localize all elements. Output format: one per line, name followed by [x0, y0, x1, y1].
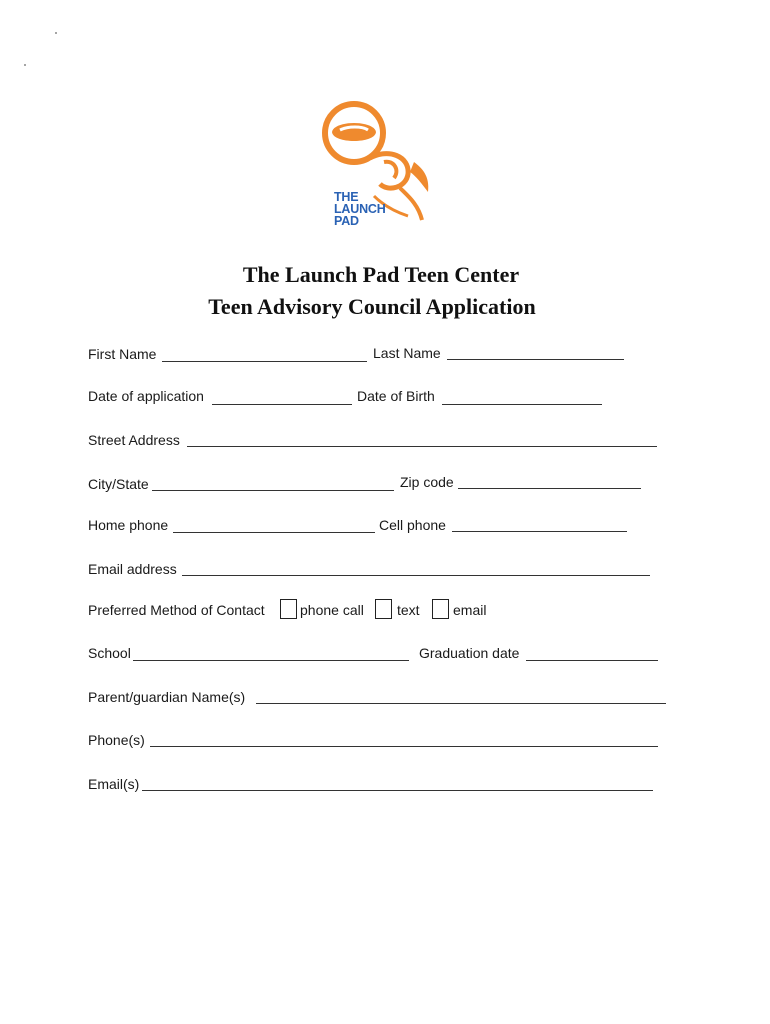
date-of-application-label: Date of application — [88, 388, 204, 404]
date-of-application-field[interactable] — [212, 404, 352, 405]
city-state-field[interactable] — [152, 490, 394, 491]
date-of-birth-field[interactable] — [442, 404, 602, 405]
emails-label: Email(s) — [88, 776, 140, 792]
phone-call-checkbox[interactable] — [280, 599, 297, 619]
cell-phone-label: Cell phone — [379, 517, 446, 533]
zip-code-label: Zip code — [400, 474, 454, 490]
phones-label: Phone(s) — [88, 732, 145, 748]
zip-code-field[interactable] — [458, 488, 641, 489]
last-name-field[interactable] — [447, 359, 624, 360]
last-name-label: Last Name — [373, 345, 441, 361]
scan-speck — [24, 64, 26, 66]
graduation-date-field[interactable] — [526, 660, 658, 661]
first-name-field[interactable] — [162, 361, 367, 362]
email-address-field[interactable] — [182, 575, 650, 576]
emails-field[interactable] — [142, 790, 653, 791]
phone-call-option-label: phone call — [300, 602, 364, 618]
preferred-contact-label: Preferred Method of Contact — [88, 602, 265, 618]
date-of-birth-label: Date of Birth — [357, 388, 435, 404]
home-phone-label: Home phone — [88, 517, 169, 533]
first-name-label: First Name — [88, 346, 157, 362]
logo-line-2: LAUNCH — [334, 202, 386, 216]
text-option-label: text — [397, 602, 420, 618]
street-address-label: Street Address — [88, 432, 180, 448]
home-phone-field[interactable] — [173, 532, 375, 533]
school-field[interactable] — [133, 660, 409, 661]
logo-wordmark — [334, 191, 386, 227]
page-title: The Launch Pad Teen Center — [242, 262, 520, 287]
street-address-field[interactable] — [187, 446, 657, 447]
text-checkbox[interactable] — [375, 599, 392, 619]
parent-guardian-field[interactable] — [256, 703, 666, 704]
city-state-label: City/State — [88, 476, 149, 492]
email-checkbox[interactable] — [432, 599, 449, 619]
scan-speck — [55, 32, 57, 34]
school-label: School — [88, 645, 131, 661]
email-option-label: email — [453, 602, 487, 618]
page-subtitle: Teen Advisory Council Application — [208, 294, 536, 319]
email-address-label: Email address — [88, 561, 177, 577]
parent-guardian-label: Parent/guardian Name(s) — [88, 689, 246, 705]
graduation-date-label: Graduation date — [419, 645, 520, 661]
logo-line-1: THE — [334, 190, 359, 204]
logo-line-3: PAD — [334, 214, 359, 228]
phones-field[interactable] — [150, 746, 658, 747]
cell-phone-field[interactable] — [452, 531, 627, 532]
